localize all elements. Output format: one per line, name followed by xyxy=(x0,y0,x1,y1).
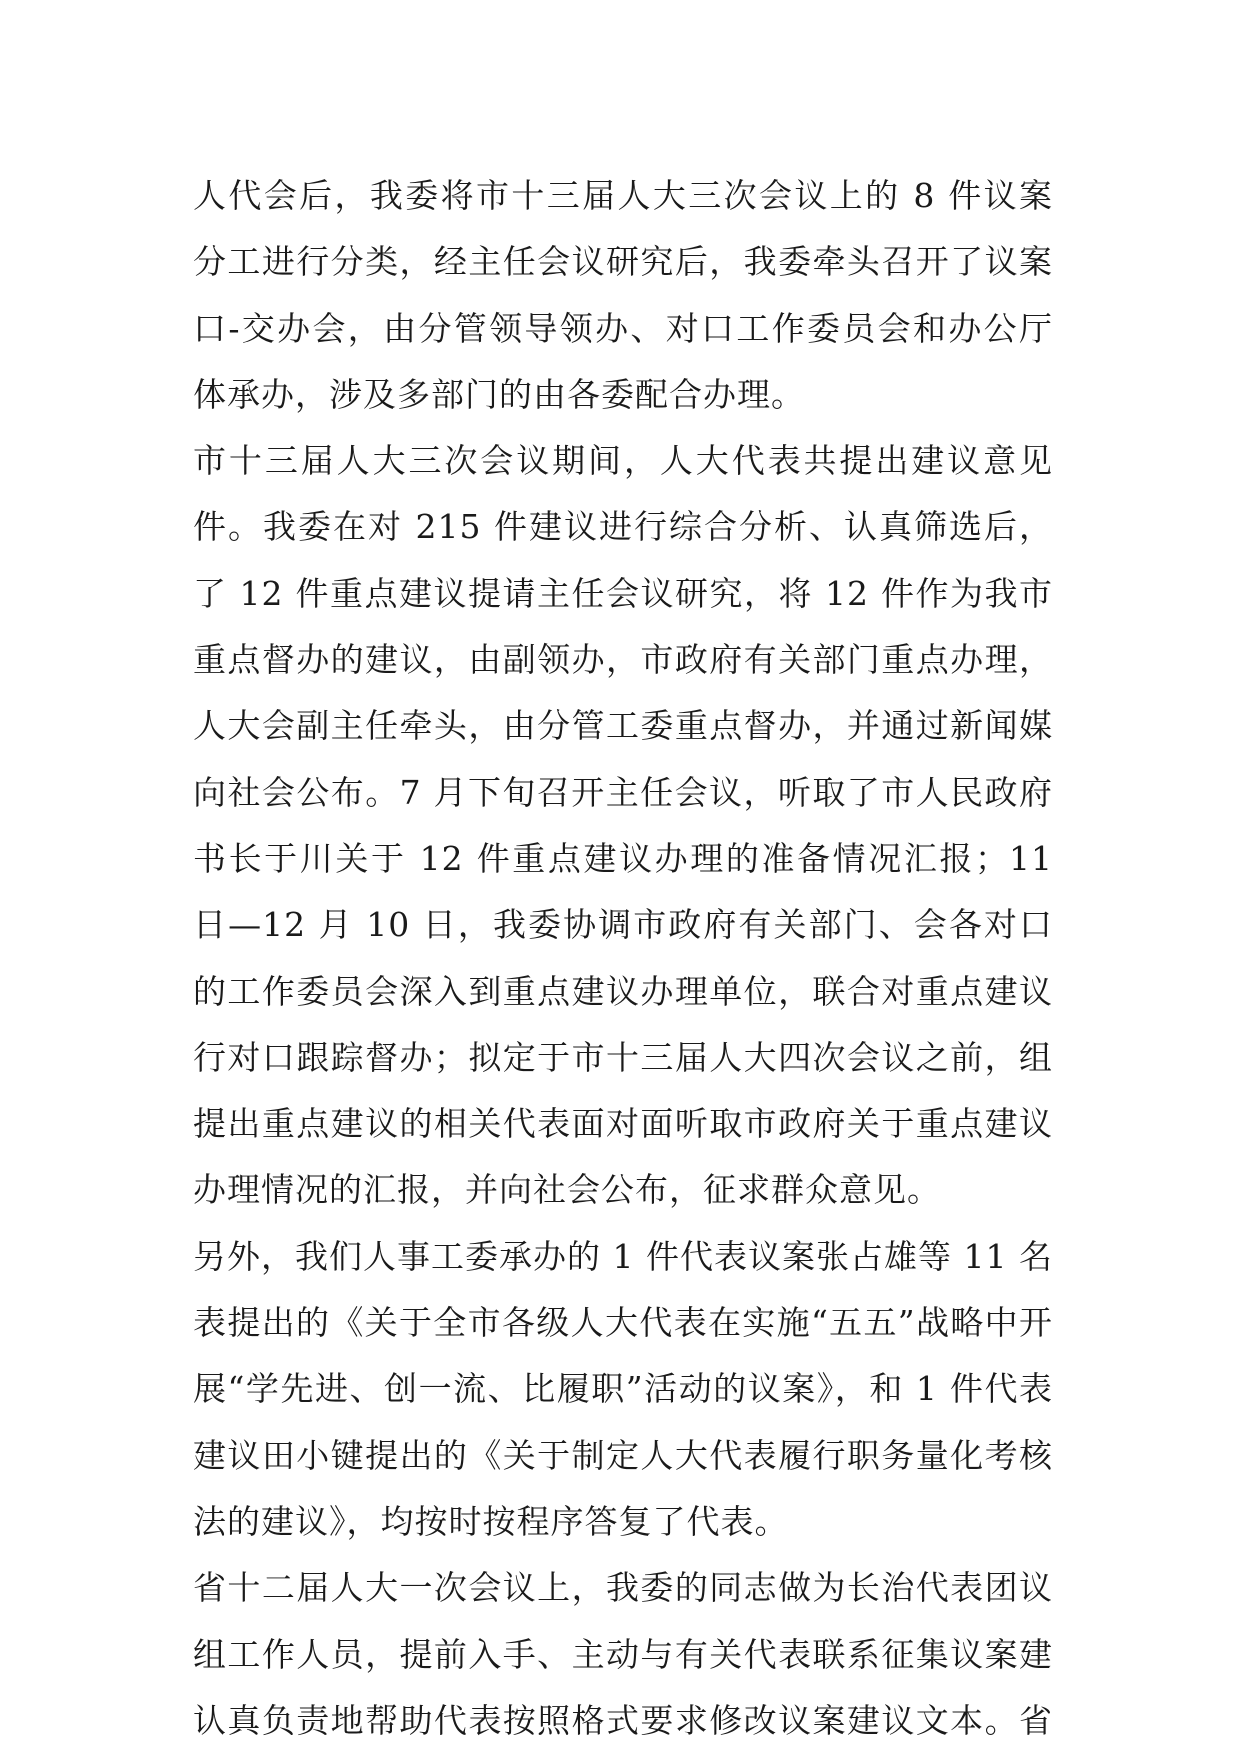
text-line: 日—12 月 10 日，我委协调市政府有关部门、会各对口 xyxy=(193,905,1053,945)
text-line: 口-交办会，由分管领导领办、对口工作委员会和办公厅 xyxy=(193,308,1053,348)
text-line: 法的建议》，均按时按程序答复了代表。 xyxy=(193,1501,789,1541)
text-line: 人大会副主任牵头，由分管工委重点督办，并通过新闻媒 xyxy=(193,706,1053,746)
paragraph-2 xyxy=(193,428,1053,1224)
paragraph-1 xyxy=(193,163,1053,428)
text-line: 向社会公布。7 月下旬召开主任会议，听取了市人民政府 xyxy=(193,772,1053,812)
text-line: 了 12 件重点建议提请主任会议研究，将 12 件作为我市 xyxy=(193,573,1053,613)
text-line: 体承办，涉及多部门的由各委配合办理。 xyxy=(193,374,805,414)
paragraph-3 xyxy=(193,1224,1053,1555)
text-line: 人代会后，我委将市十三届人大三次会议上的 8 件议案 xyxy=(193,176,1053,215)
text-line: 提出重点建议的相关代表面对面听取市政府关于重点建议 xyxy=(193,1104,1053,1144)
document-body xyxy=(193,163,1053,1754)
text-line: 组工作人员，提前入手、主动与有关代表联系征集议案建 xyxy=(193,1634,1053,1674)
text-line: 建议田小键提出的《关于制定人大代表履行职务量化考核 xyxy=(193,1435,1053,1475)
text-line: 市十三届人大三次会议期间，人大代表共提出建议意见 xyxy=(193,441,1053,481)
text-line: 省十二届人大一次会议上，我委的同志做为长治代表团议 xyxy=(193,1568,1053,1608)
text-line: 认真负责地帮助代表按照格式要求修改议案建议文本。省 xyxy=(193,1700,1053,1740)
text-line: 另外，我们人事工委承办的 1 件代表议案张占雄等 11 名 xyxy=(193,1236,1053,1276)
text-line: 件。我委在对 215 件建议进行综合分析、认真筛选后， xyxy=(193,507,1053,547)
text-line: 分工进行分类，经主任会议研究后，我委牵头召开了议案 xyxy=(193,242,1053,282)
text-line: 行对口跟踪督办；拟定于市十三届人大四次会议之前，组 xyxy=(193,1037,1053,1077)
text-line: 的工作委员会深入到重点建议办理单位，联合对重点建议 xyxy=(193,971,1053,1011)
text-line: 展“学先进、创一流、比履职”活动的议案》，和 1 件代表 xyxy=(193,1369,1053,1409)
text-line: 办理情况的汇报，并向社会公布，征求群众意见。 xyxy=(193,1170,941,1210)
text-line: 重点督办的建议，由副领办，市政府有关部门重点办理， xyxy=(193,640,1053,680)
paragraph-4 xyxy=(193,1555,1053,1754)
text-line: 表提出的《关于全市各级人大代表在实施“五五”战略中开 xyxy=(193,1303,1053,1343)
text-line: 书长于川关于 12 件重点建议办理的准备情况汇报；11 xyxy=(193,838,1053,878)
